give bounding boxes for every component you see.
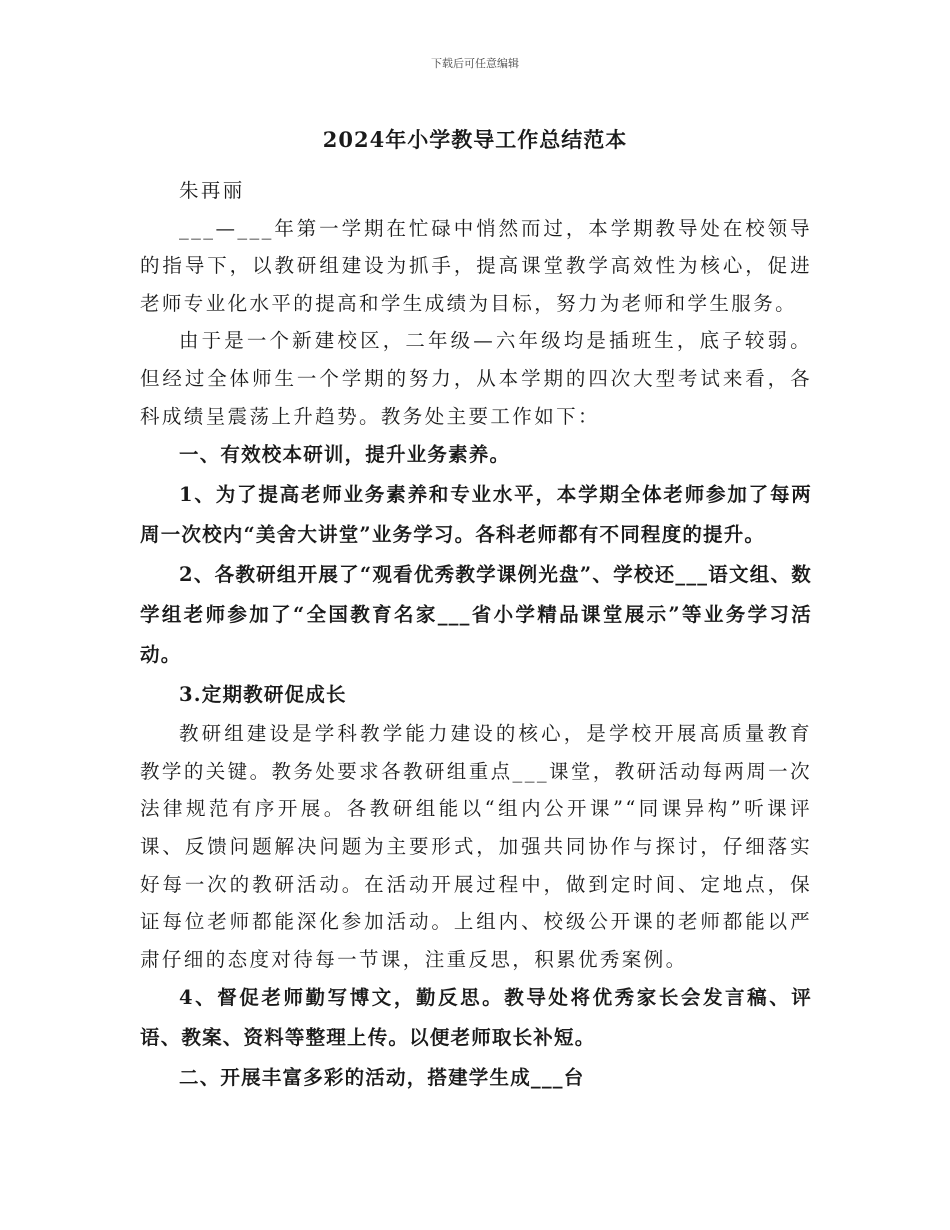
header-note: 下载后可任意编辑 <box>431 57 519 70</box>
section-heading-2: 二、开展丰富多彩的活动，搭建学生成___台 <box>179 1066 585 1090</box>
paragraph-item-1: 1、为了提高老师业务素养和专业水平，本学期全体老师参加了每两周一次校内“美舍大讲堂”业务学习。各科老师都有不同程度的提升。 <box>140 483 812 547</box>
paragraph-item-4: 4、督促老师勤写博文，勤反思。教导处将优秀家长会发言稿、评语、教案、资料等整理上传。以便老师取长补短。 <box>140 986 812 1050</box>
author-name: 朱再丽 <box>179 179 245 202</box>
section-heading-1: 一、有效校本研训，提升业务素养。 <box>179 443 511 467</box>
paragraph-item-3-body: 教研组建设是学科教学能力建设的核心，是学校开展高质量教育教学的关键。教务处要求各教研组重点___课堂，教研活动每两周一次法律规范有序开展。各教研组能以“组内公开课”“同课异构”听课评课、反馈问题解决问题为主要形式，加强共同协作与探讨，仔细落实好每一次的教研活动。在活动开展过程中，做到定时间、定地点，保证每位老师都能深化参加活动。上组内、校级公开课的老师都能以严肃仔细的态度对待每一节课，注重反思，积累优秀案例。 <box>140 722 812 971</box>
paragraph-background: 由于是一个新建校区，二年级—六年级均是插班生，底子较弱。但经过全体师生一个学期的努力，从本学期的四次大型考试来看，各科成绩呈震荡上升趋势。教务处主要工作如下： <box>140 329 812 428</box>
document-title: 2024年小学教导工作总结范本 <box>322 127 628 152</box>
paragraph-intro: ___—___年第一学期在忙碌中悄然而过，本学期教导处在校领导的指导下，以教研组建设为抓手，提高课堂教学高效性为核心，促进老师专业化水平的提高和学生成绩为目标，努力为老师和学生服务。 <box>140 216 812 315</box>
paragraph-item-2: 2、各教研组开展了“观看优秀教学课例光盘”、学校还___语文组、数学组老师参加了“全国教育名家___省小学精品课堂展示”等业务学习活动。 <box>140 563 812 667</box>
document-body <box>140 172 812 1098</box>
paragraph-item-3-heading: 3.定期教研促成长 <box>179 683 347 707</box>
